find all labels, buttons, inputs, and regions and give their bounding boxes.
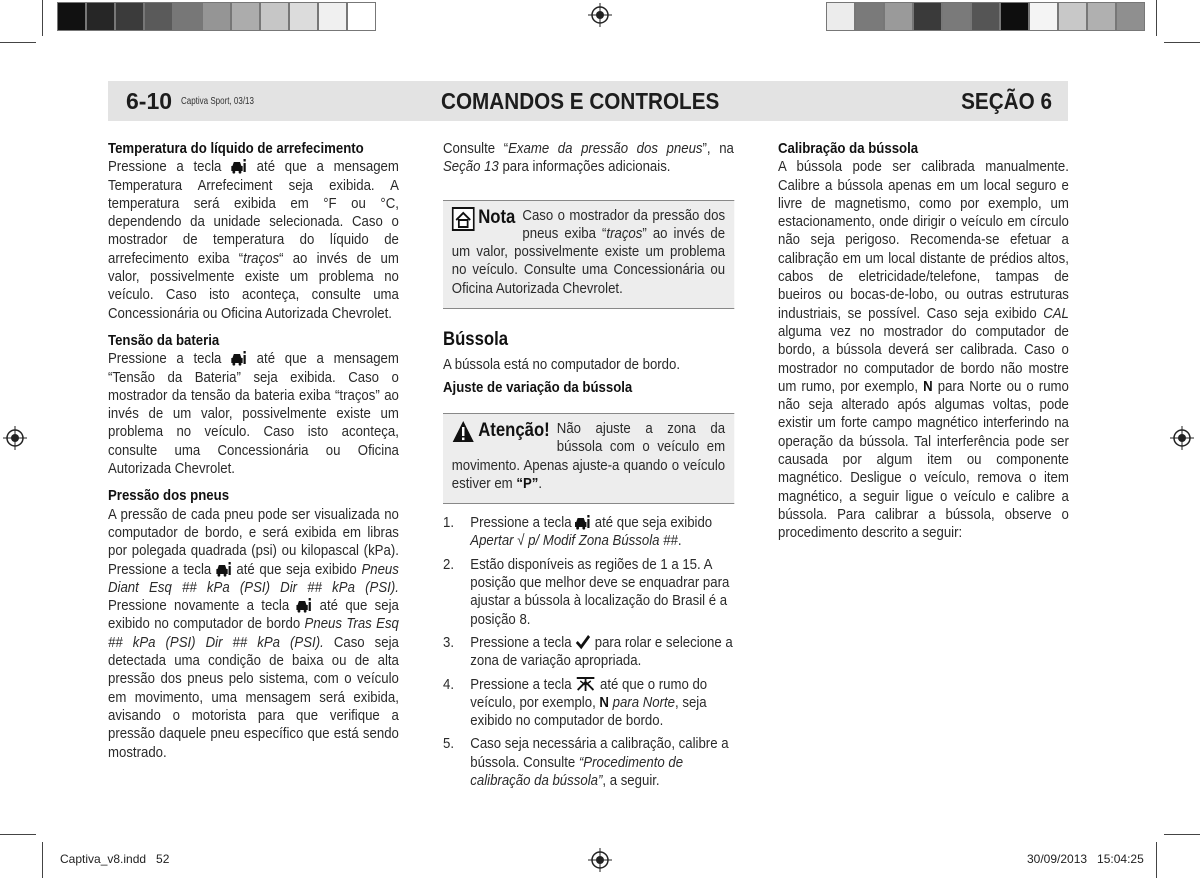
- list-item: 3. Pressione a tecla para rolar e selecione a zona de variação apropriada.: [443, 633, 733, 670]
- warning-text: Não ajuste a zona da bússola com o veículo em movimento. Apenas ajuste-a quando o veículo estiver em “P”.: [451, 419, 726, 492]
- color-swatch: [1000, 2, 1029, 31]
- color-swatch: [231, 2, 260, 31]
- color-swatch: [1087, 2, 1116, 31]
- color-swatch: [1116, 2, 1145, 31]
- compass-heading: Bússola: [443, 329, 509, 351]
- vehicle-info-icon: [575, 514, 591, 530]
- color-swatch: [1058, 2, 1087, 31]
- color-swatch: [1029, 2, 1058, 31]
- color-swatch: [173, 2, 202, 31]
- color-swatch: [347, 2, 376, 31]
- column-1: [108, 140, 399, 762]
- battery-voltage-heading: Tensão da bateria: [108, 331, 220, 349]
- color-swatch: [260, 2, 289, 31]
- compass-calibration-text: A bússola pode ser calibrada manualmente. Calibre a bússola apenas em um local seguro e livre de magnetismo, como por exemplo, um estacionamento, onde dirigir o veículo em círculo não seja perigoso. Recomenda-se efetuar a calibração em um local distante de prédios altos, cabos de eletricidade/telefone, tampas de bueiros ou bocas-de-lobo, ou outras estruturas industriais, se possível. Caso seja exibido CAL alguma vez no mostrador do computador de bordo, a bússola deverá ser calibrada. Caso o mostrador no computador de bordo não mostre um rumo, por exemplo, N para Norte ou o rumo não seja alterado após algumas voltas, pode existir um forte campo magnético interferindo na operação da bússola. Tal interferência pode ser causada por algum item ou componente magnético. Desligue o veículo, remova o item magnético, a seguir ligue o veículo e calibre a bússola. Para calibrar a bússola, observe o procedimento descrito a seguir:: [778, 158, 1069, 542]
- note-label: Nota: [478, 207, 516, 229]
- section-label: SEÇÃO 6: [961, 88, 1052, 114]
- crop-mark: [1164, 834, 1200, 835]
- tire-pressure-text: A pressão de cada pneu pode ser visualizada no computador de bordo, e será exibida em libras por polegada quadrada (psi) ou kilopascal (kPa). Pressione a tecla até que seja exibido Pneus Diant Esq ## kPa (PSI) Dir ## kPa (PSI). Pressione novamente a tecla até que seja exibido no computador de bordo Pneus Tras Esq ## kPa (PSI) Dir ## kPa (PSI). Caso seja detectada uma condição de baixa ou de alta pressão dos pneus pelo sistema, com o veículo em movimento, uma mensagem será exibida, avisando o motorista para que verifique a pressão daquele pneu específico que está sendo mostrado.: [108, 505, 399, 761]
- compass-zone-heading: Ajuste de variação da bússola: [443, 378, 633, 396]
- crop-mark: [1156, 842, 1157, 878]
- color-swatches-left: [57, 2, 376, 31]
- crop-mark: [0, 834, 36, 835]
- color-swatch: [971, 2, 1000, 31]
- registration-mark-icon: [588, 3, 612, 27]
- list-item: 5. Caso seja necessária a calibração, calibre a bússola. Consulte “Procedimento de calibração da bússola”, a seguir.: [443, 735, 729, 790]
- crop-mark: [0, 42, 36, 43]
- registration-mark-icon: [588, 848, 612, 872]
- note-icon: [452, 207, 475, 231]
- page-header: [108, 81, 1068, 121]
- color-swatch: [86, 2, 115, 31]
- color-swatch: [115, 2, 144, 31]
- list-item: 4. Pressione a tecla até que o rumo do veículo, por exemplo, N para Norte, seja exibido no computador de bordo.: [443, 675, 708, 730]
- crop-mark: [1156, 0, 1157, 36]
- footer-timestamp: 30/09/2013 15:04:25: [1027, 852, 1144, 866]
- note-box: [443, 200, 734, 309]
- compass-text: A bússola está no computador de bordo.: [443, 356, 681, 374]
- footer-file-name: Captiva_v8.indd 52: [60, 852, 170, 866]
- chapter-title: COMANDOS E CONTROLES: [441, 88, 720, 114]
- column-3: [778, 140, 1069, 543]
- color-swatch: [289, 2, 318, 31]
- vehicle-info-icon: [216, 561, 232, 577]
- tire-pressure-heading: Pressão dos pneus: [108, 487, 230, 505]
- column-2: [443, 140, 734, 795]
- color-swatch: [855, 2, 884, 31]
- warning-triangle-icon: [452, 420, 475, 443]
- color-swatch: [57, 2, 86, 31]
- coolant-temp-heading: Temperatura do líquido de arrefecimento: [108, 140, 364, 157]
- vehicle-info-icon: [297, 597, 313, 613]
- color-swatch: [942, 2, 971, 31]
- checkmark-icon: [575, 634, 591, 650]
- color-swatch: [913, 2, 942, 31]
- vehicle-info-icon: [231, 158, 247, 174]
- compass-calibration-heading: Calibração da bússola: [778, 140, 919, 157]
- crop-mark: [42, 842, 43, 878]
- registration-mark-icon: [1170, 426, 1194, 450]
- crop-mark: [1164, 42, 1200, 43]
- warning-label: Atenção!: [478, 420, 550, 442]
- color-swatches-right: [826, 2, 1145, 31]
- color-swatch: [826, 2, 855, 31]
- color-swatch: [202, 2, 231, 31]
- vehicle-info-icon: [231, 350, 247, 366]
- battery-voltage-text: Pressione a tecla até que a mensagem “Tensão da Bateria” seja exibida. Caso o mostrador da tensão da bateria exiba “traços” ao invés de um valor, possivelmente existe um problema no veículo. Caso isto aconteça, consulte uma Concessionária ou Oficina Autorizada Chevrolet.: [108, 350, 399, 478]
- color-swatch: [884, 2, 913, 31]
- note-text: Caso o mostrador da pressão dos pneus exiba “traços” ao invés de um valor, possivelmente existe um problema no veículo. Consulte uma Concessionária ou Oficina Autorizada Chevrolet.: [451, 206, 726, 297]
- consult-text: Consulte “Exame da pressão dos pneus”, na Seção 13 para informações adicionais.: [443, 140, 734, 176]
- document-id: Captiva Sport, 03/13: [181, 96, 254, 107]
- registration-mark-icon: [3, 426, 27, 450]
- compass-button-icon: [575, 676, 596, 692]
- page-number: 6-10: [126, 88, 173, 114]
- compass-zone-steps: [443, 514, 734, 790]
- warning-box: [443, 413, 734, 504]
- crop-mark: [42, 0, 43, 36]
- list-item: 1. Pressione a tecla até que seja exibido Apertar √ p/ Modif Zona Bússola ##.: [443, 514, 713, 550]
- list-item: 2. Estão disponíveis as regiões de 1 a 15. A posição que melhor deve se enquadrar para ajustar a bússola à localização do Brasil é a posição 8.: [443, 555, 730, 628]
- color-swatch: [318, 2, 347, 31]
- coolant-temp-text: Pressione a tecla até que a mensagem Temperatura Arrefeciment seja exibida. A temperatura será exibida em °F ou °C, dependendo da unidade selecionada. Caso o mostrador de temperatura do líquido de arrefecimento exiba “traços“ ao invés de um valor, possivelmente existe um problema no veículo. Caso isto aconteça, consulte uma Concessionária ou Oficina Autorizada Chevrolet.: [108, 158, 399, 322]
- color-swatch: [144, 2, 173, 31]
